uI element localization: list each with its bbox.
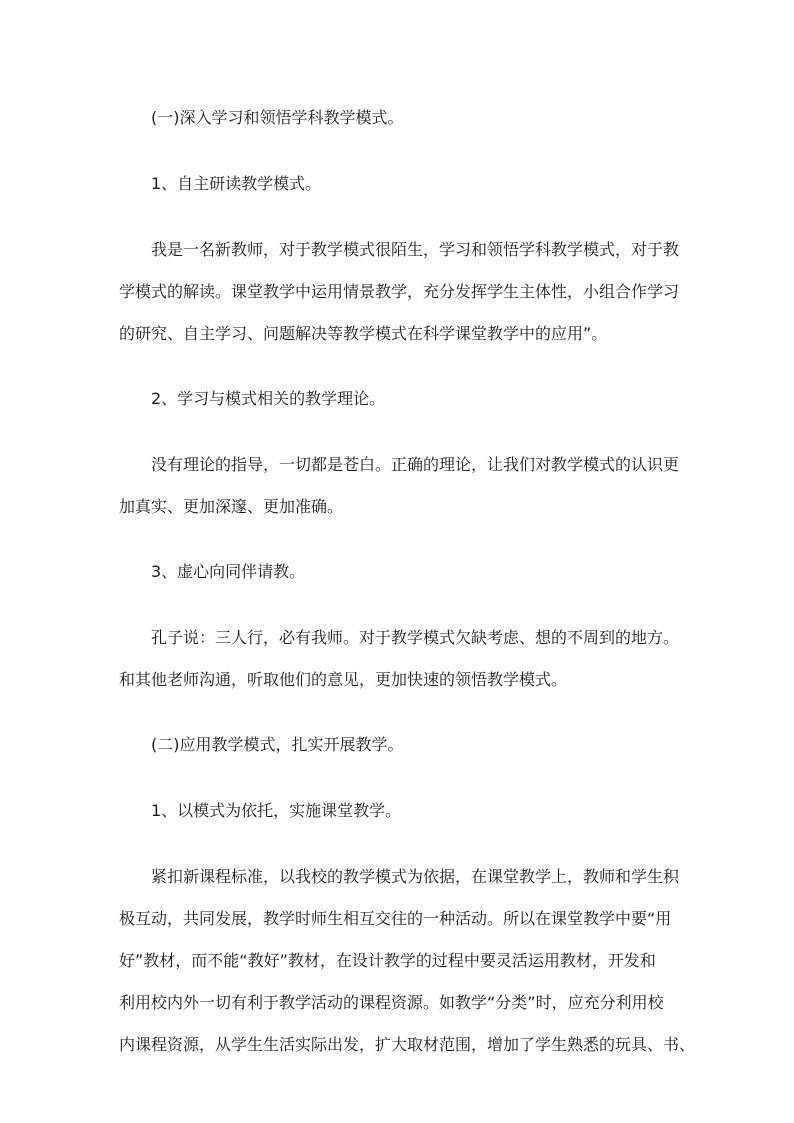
paragraph-line: 内课程资源，从学生生活实际出发，扩大取材范围，增加了学生熟悉的玩具、书、	[119, 1035, 696, 1054]
paragraph-line: 和其他老师沟通，听取他们的意见，更加快速的领悟教学模式。	[119, 670, 568, 689]
paragraph-2	[119, 451, 679, 520]
item-heading-1: 1、自主研读教学模式。	[151, 174, 322, 193]
paragraph-line: 没有理论的指导，一切都是苍白。正确的理论，让我们对教学模式的认识更	[151, 455, 680, 474]
document-body	[119, 104, 696, 1058]
section-heading-1: (一)深入学习和领悟学科教学模式。	[151, 108, 404, 127]
item-heading-4: 1、以模式为依托，实施课堂教学。	[151, 801, 402, 820]
item-heading-3: 3、虚心向同伴请教。	[151, 562, 306, 581]
paragraph-line: 我是一名新教师，对于教学模式很陌生，学习和领悟学科教学模式，对于教	[151, 240, 680, 259]
paragraph-line: 好”教材，而不能“教好”教材，在设计教学的过程中要灵活运用教材，开发和	[119, 951, 656, 970]
paragraph-line: 加真实、更加深邃、更加准确。	[119, 497, 344, 516]
paragraph-line: 紧扣新课程标准，以我校的教学模式为依据，在课堂教学上，教师和学生积	[151, 867, 680, 886]
section-heading-2: (二)应用教学模式，扎实开展教学。	[151, 735, 404, 754]
paragraph-line: 利用校内外一切有利于教学活动的课程资源。如教学“分类”时，应充分利用校	[119, 993, 664, 1012]
paragraph-4	[119, 863, 696, 1058]
paragraph-line: 极互动，共同发展，教学时师生相互交往的一种活动。所以在课堂教学中要“用	[119, 909, 672, 928]
paragraph-1	[119, 236, 679, 347]
paragraph-line: 孔子说：三人行，必有我师。对于教学模式欠缺考虑、想的不周到的地方。	[151, 628, 680, 647]
paragraph-line: 的研究、自主学习、问题解决等教学模式在科学课堂教学中的应用”。	[119, 324, 608, 343]
item-heading-2: 2、学习与模式相关的教学理论。	[151, 389, 386, 408]
paragraph-3	[119, 624, 679, 693]
paragraph-line: 学模式的解读。课堂教学中运用情景教学，充分发挥学生主体性，小组合作学习	[119, 282, 680, 301]
